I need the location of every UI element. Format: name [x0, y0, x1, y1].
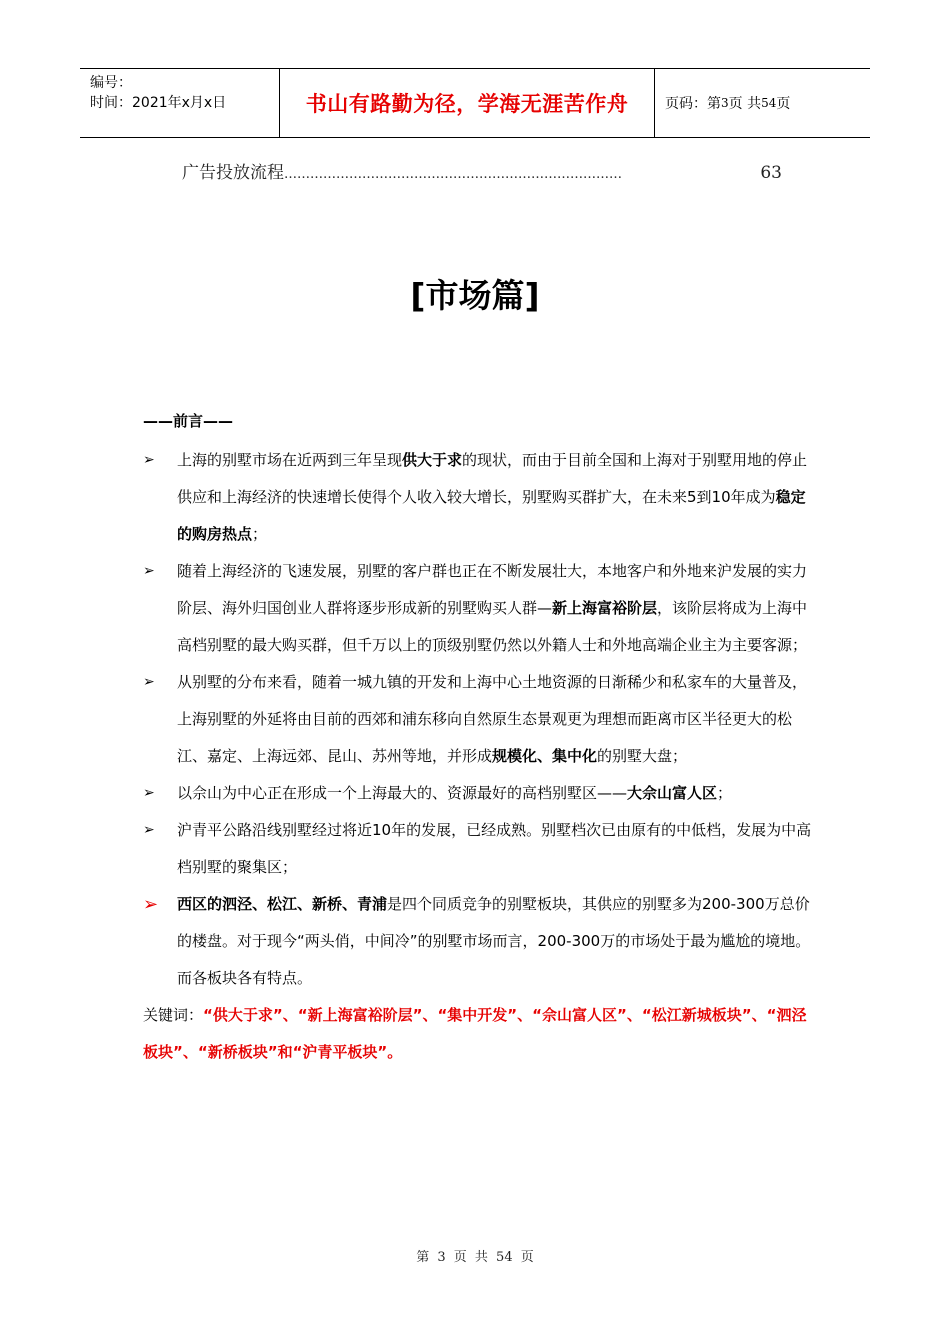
toc-page: 63: [760, 163, 782, 183]
red-arrow-bullet-icon: ➢: [143, 894, 159, 915]
toc-entry[interactable]: [182, 158, 782, 183]
page-footer: 第 3 页 共 54 页: [416, 1250, 534, 1265]
preface-heading: ——前言——: [143, 412, 234, 430]
bullet-item: ➢ 从别墅的分布来看，随着一城九镇的开发和上海中心土地资源的日渐稀少和私家车的大量普及，上海别墅的外延将由目前的西郊和浦东移向自然原生态景观更为理想而距离市区半径更大的松江、嘉定、上海远郊、昆山、苏州等地，并形成规模化、集中化的别墅大盘；: [143, 664, 813, 775]
keywords-line: [143, 997, 813, 1071]
bullet-item: ➢ 上海的别墅市场在近两到三年呈现供大于求的现状，而由于目前全国和上海对于别墅用地的停止供应和上海经济的快速增长使得个人收入较大增长，别墅购买群扩大，在未来5到10年成为稳定的购房热点；: [143, 442, 813, 553]
arrow-bullet-icon: ➢: [143, 563, 155, 579]
header-meta: [80, 69, 280, 137]
bullet-item: ➢ 随着上海经济的飞速发展，别墅的客户群也正在不断发展壮大，本地客户和外地来沪发展的实力阶层、海外归国创业人群将逐步形成新的别墅购买人群—新上海富裕阶层，该阶层将成为上海中高档别墅的最大购买群，但千万以上的顶级别墅仍然以外籍人士和外地高端企业主为主要客源；: [143, 553, 813, 664]
header-page-info: 页码：第 3 页 共 54 页: [665, 96, 791, 112]
toc-label: 广告投放流程: [182, 163, 284, 183]
time-label: 时间：2021年x月x日: [90, 95, 227, 111]
header-motto: 书山有路勤为径，学海无涯苦作舟: [280, 69, 655, 137]
arrow-bullet-icon: ➢: [143, 452, 155, 468]
section-title: [市场篇]: [410, 276, 540, 315]
arrow-bullet-icon: ➢: [143, 674, 155, 690]
document-body: [143, 406, 813, 1071]
keywords-label: 关键词：: [143, 1006, 204, 1024]
page-number: 3: [721, 96, 729, 110]
page-total: 54: [761, 96, 777, 110]
arrow-bullet-icon: ➢: [143, 822, 155, 838]
bullet-list: [143, 442, 813, 997]
bullet-item: ➢ 西区的泗泾、松江、新桥、青浦是四个同质竞争的别墅板块，其供应的别墅多为200-300万总价的楼盘。对于现今“两头俏，中间冷”的别墅市场而言，200-300万的市场处于最为尴尬的境地。而各板块各有特点。: [143, 886, 813, 997]
code-label: 编号：: [90, 75, 132, 91]
arrow-bullet-icon: ➢: [143, 785, 155, 801]
keywords-text: “供大于求”、“新上海富裕阶层”、“集中开发”、“佘山富人区”、“松江新城板块”、“泗泾板块”、“新桥板块”和“沪青平板块”。: [143, 1006, 807, 1061]
toc-leader: ……………………………………………………………………: [284, 167, 622, 182]
bullet-item: ➢ 沪青平公路沿线别墅经过将近10年的发展，已经成熟。别墅档次已由原有的中低档，发展为中高档别墅的聚集区；: [143, 812, 813, 886]
page-header: [80, 68, 870, 138]
bullet-item: ➢ 以佘山为中心正在形成一个上海最大的、资源最好的高档别墅区——大佘山富人区；: [143, 775, 813, 812]
